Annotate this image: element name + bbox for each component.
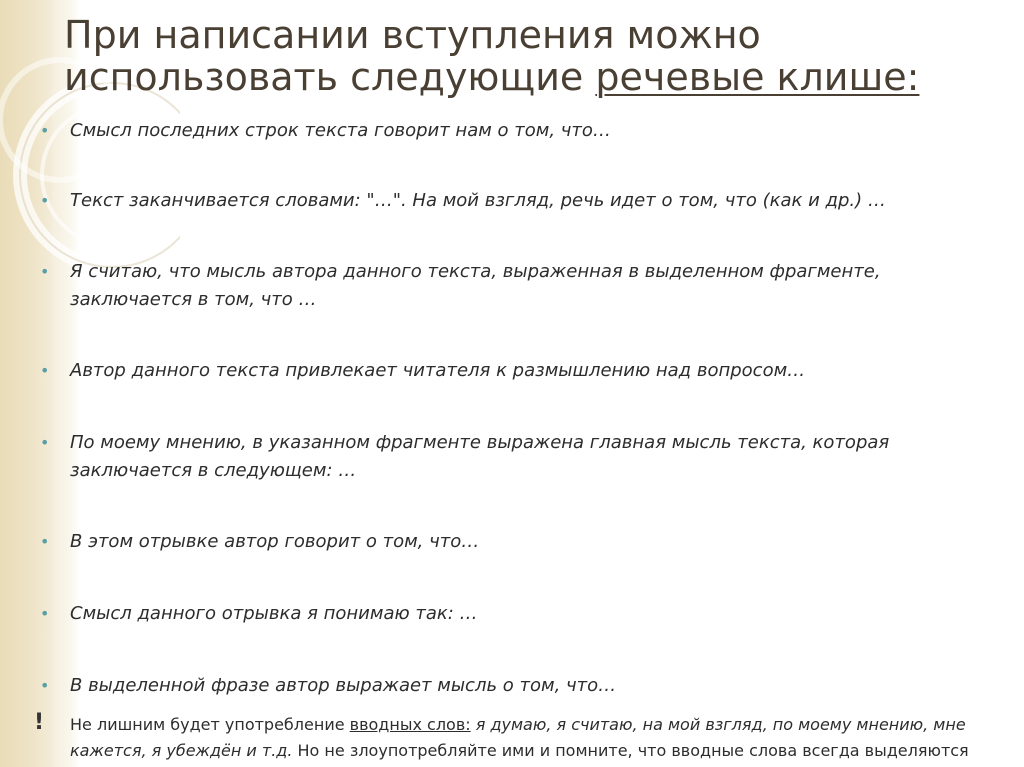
list-item-text: Автор данного текста привлекает читателя к размышлению над вопросом… bbox=[70, 360, 806, 381]
note-text bbox=[70, 712, 1000, 764]
bullet-icon: • bbox=[40, 433, 50, 452]
note-tail: Но не злоупотребляйте ими и помните, что вводные слова всегда выделяются bbox=[292, 741, 969, 760]
title-underlined-phrase: речевые клише: bbox=[595, 55, 920, 99]
list-item-text: Текст заканчивается словами: "…". На мой взгляд, речь идет о том, что (как и др.) … bbox=[70, 190, 886, 211]
list-item-text: По моему мнению, в указанном фрагменте выражена главная мысль текста, которая заключается в следующем: … bbox=[70, 432, 890, 481]
list-item-text: Смысл последних строк текста говорит нам о том, что… bbox=[70, 120, 611, 141]
title-line-2: использовать следующие bbox=[64, 55, 596, 99]
list-item-text: В этом отрывке автор говорит о том, что… bbox=[70, 531, 480, 552]
title-line-1: При написании вступления можно bbox=[64, 13, 761, 57]
exclamation-icon: ! bbox=[34, 710, 45, 735]
note-underlined: вводных слов: bbox=[349, 715, 471, 734]
note-examples: я думаю, я считаю, на мой взгляд, по моему мнению, мне кажется, я убеждён и т.д. bbox=[70, 715, 966, 760]
slide-title bbox=[64, 14, 964, 98]
bullet-icon: • bbox=[40, 361, 50, 380]
list-item-text: В выделенной фразе автор выражает мысль о том, что… bbox=[70, 675, 617, 696]
list-item-text: Я считаю, что мысль автора данного текста, выраженная в выделенном фрагменте, заключается в том, что … bbox=[70, 261, 881, 310]
list-item-text: Смысл данного отрывка я понимаю так: … bbox=[70, 603, 478, 624]
bullet-icon: • bbox=[40, 262, 50, 281]
bullet-icon: • bbox=[40, 121, 50, 140]
bullet-icon: • bbox=[40, 676, 50, 695]
bullet-icon: • bbox=[40, 532, 50, 551]
note-lead: Не лишним будет употребление bbox=[70, 715, 350, 734]
bullet-icon: • bbox=[40, 604, 50, 623]
bullet-icon: • bbox=[40, 191, 50, 210]
